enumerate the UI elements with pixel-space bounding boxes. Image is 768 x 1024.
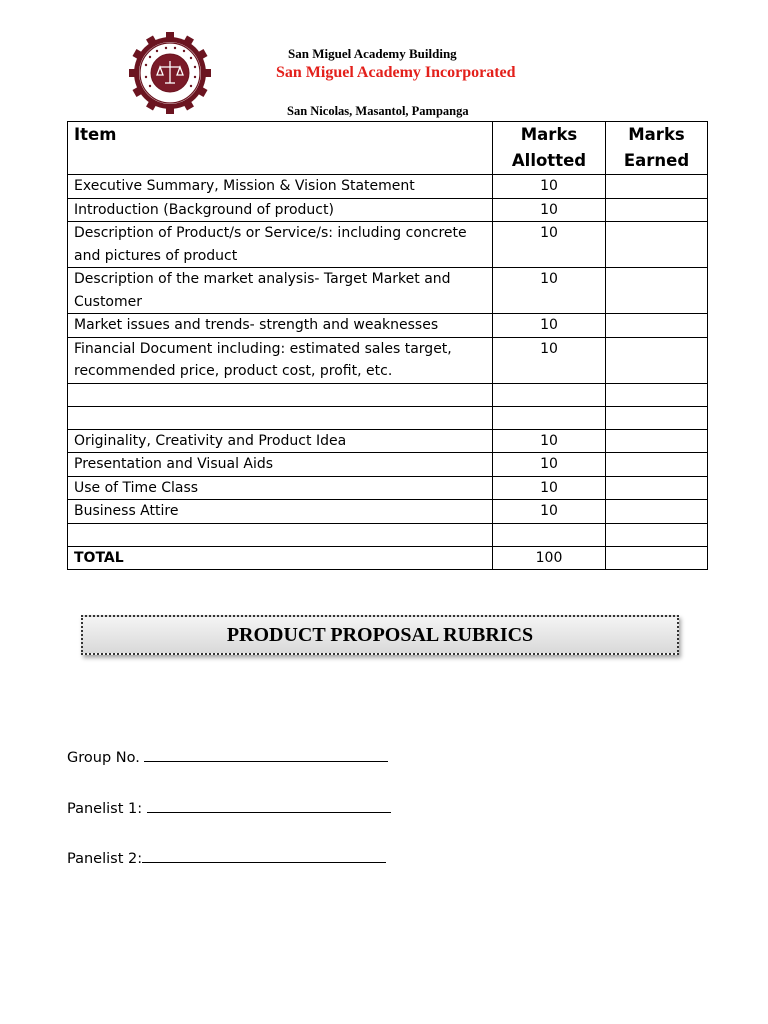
marks-earned-cell[interactable] (606, 268, 708, 314)
column-header-item: Item (68, 122, 493, 175)
marks-earned-cell[interactable] (606, 222, 708, 268)
marks-earned-cell[interactable] (606, 314, 708, 338)
marks-allotted-cell: 10 (493, 314, 606, 338)
marks-allotted-cell: 10 (493, 429, 606, 453)
academy-seal-logo (116, 32, 226, 114)
table-row (68, 476, 708, 500)
rubric-title: PRODUCT PROPOSAL RUBRICS (226, 623, 534, 646)
total-earned-cell[interactable] (606, 546, 708, 570)
criterion-cell (68, 523, 493, 546)
marks-earned-cell[interactable] (606, 429, 708, 453)
column-header-marks-allotted: Marks Allotted (493, 122, 606, 175)
marks-allotted-cell (493, 523, 606, 546)
panelist-2-field[interactable] (67, 851, 386, 867)
table-row (68, 523, 708, 546)
marks-earned-cell[interactable] (606, 383, 708, 406)
criterion-cell: Financial Document including: estimated sales target, recommended price, product cost, profit, etc. (68, 337, 493, 383)
marks-earned-cell[interactable] (606, 406, 708, 429)
panelist-2-blank[interactable] (142, 861, 386, 863)
panelist-1-label: Panelist 1: (67, 801, 143, 817)
criterion-cell (68, 406, 493, 429)
criterion-cell: Originality, Creativity and Product Idea (68, 429, 493, 453)
criterion-cell: Presentation and Visual Aids (68, 453, 493, 477)
building-name: San Miguel Academy Building (288, 46, 457, 61)
column-header-marks-earned: Marks Earned (606, 122, 708, 175)
marks-earned-cell[interactable] (606, 453, 708, 477)
table-row (68, 314, 708, 338)
criterion-cell: Business Attire (68, 500, 493, 524)
marks-allotted-cell: 10 (493, 500, 606, 524)
marks-allotted-cell: 10 (493, 453, 606, 477)
marks-allotted-cell (493, 406, 606, 429)
criterion-cell: Use of Time Class (68, 476, 493, 500)
marks-allotted-cell: 10 (493, 222, 606, 268)
rubric-title-banner (81, 615, 679, 655)
criterion-cell: Description of the market analysis- Target Market and Customer (68, 268, 493, 314)
table-row (68, 406, 708, 429)
marks-earned-cell[interactable] (606, 198, 708, 222)
rubric-table (67, 121, 708, 570)
criterion-cell (68, 383, 493, 406)
criterion-cell: Market issues and trends- strength and weaknesses (68, 314, 493, 338)
marks-allotted-cell: 10 (493, 476, 606, 500)
table-row (68, 383, 708, 406)
table-row (68, 268, 708, 314)
criterion-cell: Introduction (Background of product) (68, 198, 493, 222)
table-row (68, 453, 708, 477)
institution-name: San Miguel Academy Incorporated (276, 64, 516, 81)
table-row (68, 500, 708, 524)
table-row (68, 222, 708, 268)
total-label: TOTAL (68, 546, 493, 570)
institution-address: San Nicolas, Masantol, Pampanga (287, 104, 469, 118)
marks-earned-cell[interactable] (606, 523, 708, 546)
panelist-1-field[interactable] (67, 801, 391, 817)
panelist-1-blank[interactable] (147, 811, 391, 813)
marks-allotted-cell: 10 (493, 198, 606, 222)
marks-allotted-cell: 10 (493, 175, 606, 199)
group-no-blank[interactable] (144, 760, 388, 762)
marks-allotted-cell: 10 (493, 268, 606, 314)
marks-allotted-cell (493, 383, 606, 406)
table-row (68, 175, 708, 199)
panelist-2-label: Panelist 2: (67, 851, 143, 867)
table-row (68, 429, 708, 453)
marks-earned-cell[interactable] (606, 500, 708, 524)
marks-earned-cell[interactable] (606, 175, 708, 199)
table-row (68, 198, 708, 222)
marks-allotted-cell: 10 (493, 337, 606, 383)
group-no-field[interactable] (67, 750, 388, 766)
table-header-row (68, 122, 708, 175)
criterion-cell: Executive Summary, Mission & Vision Statement (68, 175, 493, 199)
total-row (68, 546, 708, 570)
table-row (68, 337, 708, 383)
marks-earned-cell[interactable] (606, 476, 708, 500)
total-value: 100 (493, 546, 606, 570)
criterion-cell: Description of Product/s or Service/s: including concrete and pictures of product (68, 222, 493, 268)
marks-earned-cell[interactable] (606, 337, 708, 383)
group-no-label: Group No. (67, 750, 140, 766)
